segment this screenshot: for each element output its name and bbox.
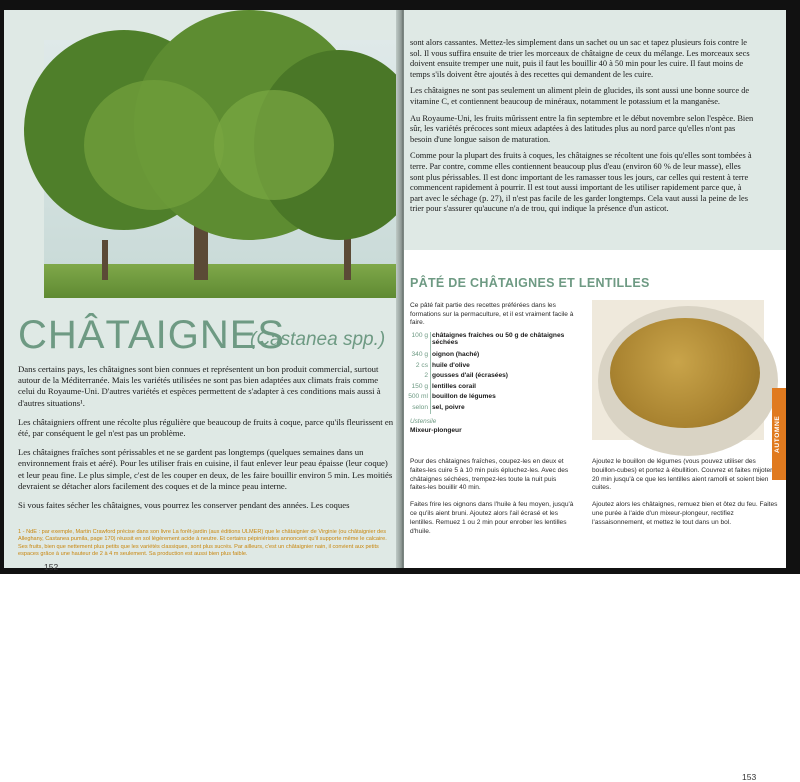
paragraph: Les châtaigniers offrent une récolte plus régulière que beaucoup de fruits à coque, parce qu'ils fleurissent en été, par conséquent le gel n'est pas un problème. [18,416,394,439]
ingredient-row [404,332,584,351]
ingredient-row [404,351,584,362]
paragraph: Les châtaignes fraîches sont périssables et ne se gardent pas longtemps (quelques semaines dans un environnement frais et aéré). Pour les utiliser frais en cuisine, il faut enlever leur peau épaisse (leur coque) et leur peau fine. Le plus simple, c'est de les couper en deux, de les faire bouillir environ 5 min. Les moitiés devraient se détacher alors facilement des coques et de la mince peau interne. [18,447,393,491]
season-tab-label: AUTOMNE [774,415,781,453]
page-number: 152 [44,562,59,572]
ingredient-row [404,393,584,404]
left-page [4,10,400,572]
title-row [18,313,398,359]
right-body-text [410,38,756,221]
page-subtitle: (Castanea spp.) [250,329,386,350]
ingredient-name: châtaignes fraîches ou 50 g de châtaignes séchées [432,332,565,346]
ingredient-qty: 100 g [411,332,428,339]
recipe-title: PÂTÉ DE CHÂTAIGNES ET LENTILLES [410,276,650,290]
left-body-text [18,364,394,519]
recipe-intro: Ce pâté fait partie des recettes préférées dans les formations sur la permaculture, et il est vraiment facile à faire. [410,302,574,327]
ingredient-qty: 2 cs [415,361,428,369]
paragraph: Si vous faites sécher les châtaignes, vous pourrez les conserver pendant des années. Les coques [18,500,350,511]
paragraph: Les châtaignes ne sont pas seulement un aliment plein de glucides, ils sont aussi une bonne source de vitamine C, et contiennent beaucoup de minéraux, notamment le potassium et la manganèse. [410,86,750,106]
chestnut-tree-photo [44,40,396,298]
right-page [404,10,786,782]
ingredient-qty: 340 g [411,351,428,358]
utensil-value: Mixeur-plongeur [410,427,462,434]
recipe-step: Faites frire les oignons dans l'huile à feu moyen, jusqu'à ce qu'ils aient bruni. Ajoutez alors l'ail écrasé et les lentilles. Remuez 1 ou 2 min pour enrober les lentilles d'huile. [410,501,574,535]
ingredient-name: gousses d'ail (écrasées) [432,372,508,379]
recipe-steps-left [410,458,574,544]
ingredient-row [404,362,584,373]
recipe-panel [404,250,786,782]
ingredient-qty: selon [412,403,428,411]
page-number: 153 [742,772,757,782]
ingredient-qty: 2 [424,372,428,379]
pate-photo [592,300,764,440]
paragraph: Comme pour la plupart des fruits à coques, les châtaignes se récoltent une fois qu'elles sont tombées à terre. Par contre, comme elles contiennent beaucoup plus d'eau (environ 60 % de leur masse), elles sont plus périssables. Il est donc important de les ramasser tous les jours, car celles qui restent à terre commencent rapidement à pourrir. Il est tout aussi important de les utiliser rapidement parce que, à part avec le séchage (p. 27), il n'est pas facile de les garder longtemps. Cela vaut aussi la peine de les trier pour s'assurer qu'aucune n'a de trou, qui indique la présence d'un asticot. [410,151,752,214]
ingredient-name: sel, poivre [432,403,465,411]
recipe-step: Ajoutez alors les châtaignes, remuez bien et ôtez du feu. Faites une purée à l'aide d'un mixeur-plongeur, rectifiez l'assaisonnement, et mettez le tout dans un bol. [592,501,778,526]
footnote: 1 - NdE : par exemple, Martin Crawford précise dans son livre La forêt-jardin (aux éditions ULMER) que le châtaignier de Virginie (ou châtaignier des Alleghany, Castanea pumila, page 170) réussit en sol légèrement acide à neutre. Et certains pépiniéristes annoncent qu'il supporte même le calcaire. Ses fruits, bien que nettement plus petits que les variétés classiques, sont plus sucrés. Par ailleurs, c'est un châtaignier nain, il convient aux petits espaces grâce à une hauteur de 2 à 4 m seulement. Sa production est aussi bien plus faible. [18,529,387,558]
page-title: CHÂTAIGNES [18,313,286,357]
paragraph: Dans certains pays, les châtaignes sont bien connues et représentent un bon produit commercial, surtout autour de la Méditerranée. Mais les variétés utilisées ne sont pas bien adaptées aux climats frais comme celui du Royaume-Uni. D'autres variétés et espèces permettent de s'adapter à ces conditions mais aussi à d'autres situations¹. [18,364,381,408]
paragraph: Au Royaume-Uni, les fruits mûrissent entre la fin septembre et le début novembre selon l'espèce. Bien sûr, les variétés précoces sont mieux adaptées à des latitudes plus au nord parce qu'elles n'ont pas besoin d'une longue saison de maturation. [410,113,754,144]
ingredient-row [404,404,584,415]
ingredient-name: huile d'olive [432,361,470,369]
ingredient-row [404,383,584,394]
recipe-steps-right [592,458,778,536]
ingredient-qty: 500 ml [408,393,428,400]
ingredient-row [404,372,584,383]
ingredient-qty: 150 g [411,382,428,390]
recipe-step: Pour des châtaignes fraîches, coupez-les en deux et faites-les cuire 5 à 10 min puis épluchez-les. Avec des châtaignes séchées, trempez-les toute la nuit puis faites-les bouillir 40 min. [410,458,569,492]
ingredient-name: bouillon de légumes [432,393,496,400]
recipe-step: Ajoutez le bouillon de légumes (vous pouvez utiliser des bouillon-cubes) et portez à ébullition. Couvrez et faites mijoter 20 min jusqu'à ce que les lentilles aient ramolli et soient bien cuites. [592,458,773,492]
ingredient-name: oignon (haché) [432,351,480,358]
paragraph: sont alors cassantes. Mettez-les simplement dans un sachet ou un sac et tapez plusieurs fois contre le sol. Il vous suffira ensuite de trier les morceaux de châtaigne de ceux du mélange. Les morceaux secs doivent ensuite tremper une nuit, puis il faut les bouillir 40 à 50 min pour les cuire. Il faut moins de temps s'ils doivent être ajoutés à des recettes qui demandent de les cuire. [410,38,750,79]
utensil-label: Ustensile [410,418,437,425]
ingredient-list [404,332,584,414]
ingredient-name: lentilles corail [432,382,476,390]
